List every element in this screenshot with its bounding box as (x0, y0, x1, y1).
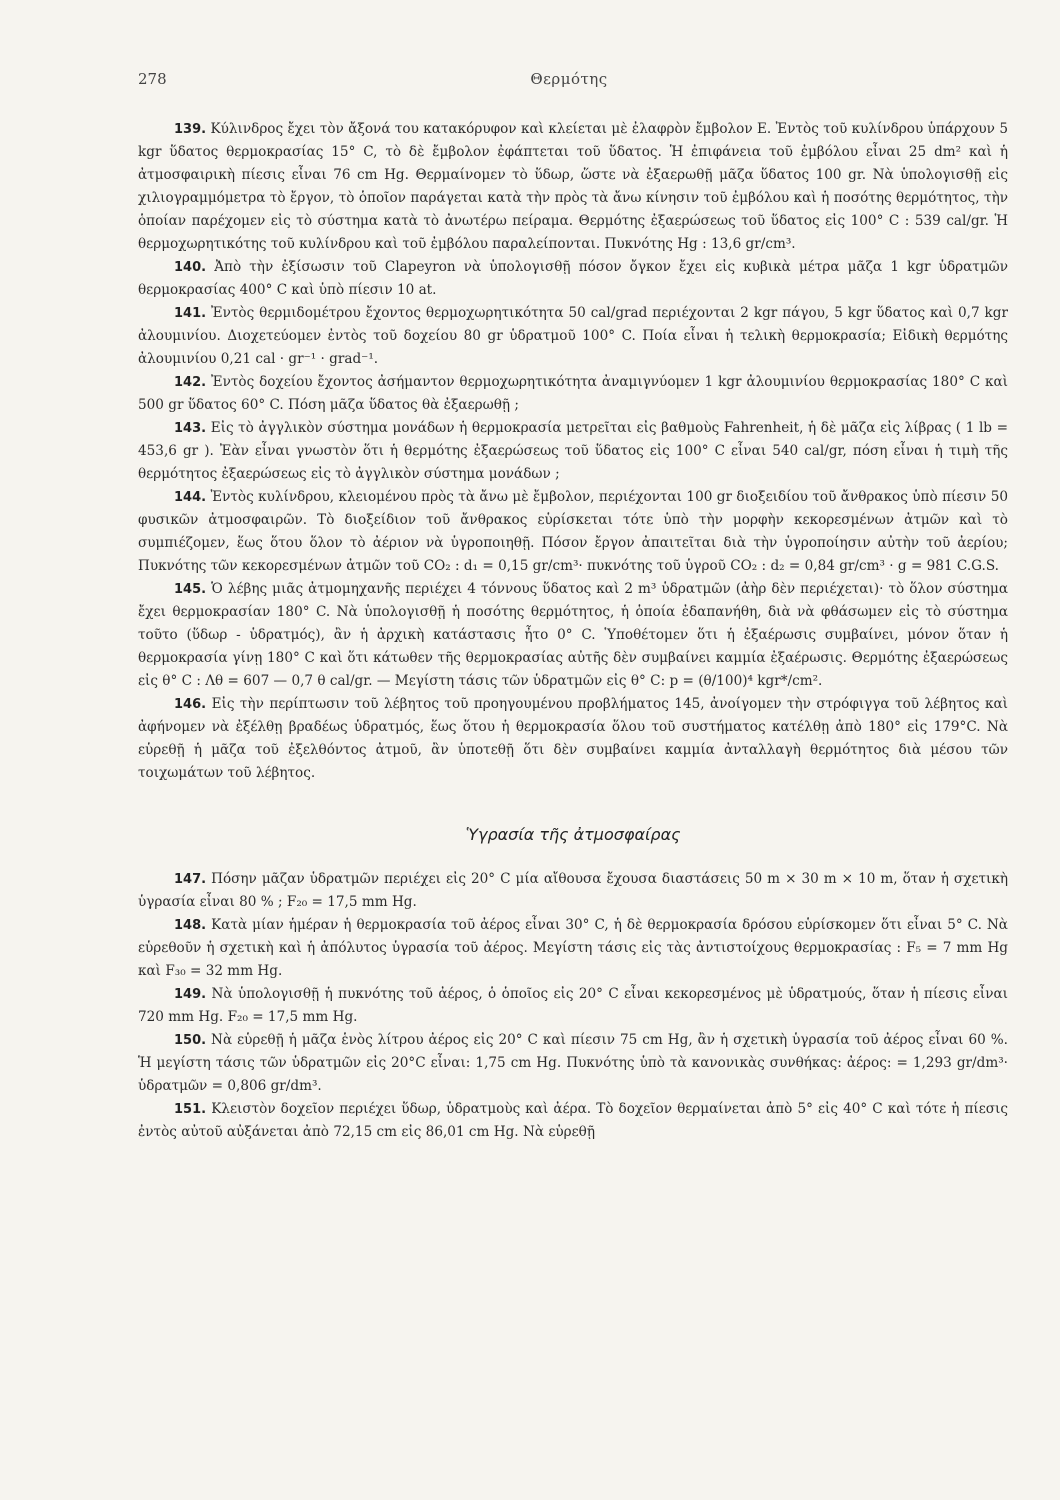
problem-151 (138, 1098, 1008, 1144)
problem-number: 149. (174, 987, 207, 1002)
problem-150 (138, 1029, 1008, 1098)
problem-text: Ἐντὸς κυλίνδρου, κλειομένου πρὸς τὰ ἄνω μὲ ἔμβολον, περιέχονται 100 gr διοξειδίου τοῦ ἄνθρακος ὑπὸ πίεσιν 50 φυσικῶν ἀτμοσφαιρῶν. Τὸ διοξείδιον τοῦ ἄνθρακος εὑρίσκεται τότε ὑπὸ τὴν μορφὴν κεκορεσμένων ἀτμῶν καὶ τὸ συμπιέζομεν, ἕως ὅτου ὅλον τὸ ἀέριον νὰ ὑγροποιηθῇ. Πόσον ἔργον ἀπαιτεῖται διὰ τὴν ὑγροποίησιν αὐτὴν τοῦ ἀερίου; Πυκνότης τῶν κεκορεσμένων ἀτμῶν τοῦ CO₂ : d₁ = 0,15 gr/cm³· πυκνότης τοῦ ὑγροῦ CO₂ : d₂ = 0,84 gr/cm³ · g = 981 C.G.S. (138, 489, 1009, 574)
problem-number: 143. (174, 421, 207, 436)
problem-number: 145. (174, 582, 207, 597)
problem-number: 150. (174, 1033, 207, 1048)
problem-number: 141. (174, 306, 207, 321)
problem-text: Εἰς τὸ ἀγγλικὸν σύστημα μονάδων ἡ θερμοκρασία μετρεῖται εἰς βαθμοὺς Fahrenheit, ἡ δὲ μᾶζα εἰς λίβρας ( 1 lb = 453,6 gr ). Ἐὰν εἶναι γνωστὸν ὅτι ἡ θερμότης ἐξαερώσεως τοῦ ὕδατος εἰς 100° C εἶναι 540 cal/gr, πόση εἶναι ἡ τιμὴ τῆς θερμότητος ἐξαερώσεως εἰς τὸ ἀγγλικὸν σύστημα μονάδων ; (138, 420, 1008, 482)
problem-number: 151. (174, 1102, 207, 1117)
page-body (138, 118, 1008, 1144)
problem-number: 140. (174, 260, 207, 275)
problem-text: Ἐντὸς δοχείου ἔχοντος ἀσήμαντον θερμοχωρητικότητα ἀναμιγνύομεν 1 kgr ἀλουμινίου θερμοκρασίας 180° C καὶ 500 gr ὕδατος 60° C. Πόση μᾶζα ὕδατος θὰ ἐξαερωθῇ ; (138, 374, 1009, 413)
problem-text: Ἀπὸ τὴν ἐξίσωσιν τοῦ Clapeyron νὰ ὑπολογισθῇ πόσον ὄγκον ἔχει εἰς κυβικὰ μέτρα μᾶζα 1 kgr ὑδρατμῶν θερμοκρασίας 400° C καὶ ὑπὸ πίεσιν 10 at. (138, 259, 1009, 298)
problem-146 (138, 693, 1008, 785)
problem-142 (138, 371, 1008, 417)
problem-149 (138, 983, 1008, 1029)
problem-number: 144. (174, 490, 207, 505)
problem-text: Πόσην μᾶζαν ὑδρατμῶν περιέχει εἰς 20° C μία αἴθουσα ἔχουσα διαστάσεις 50 m × 30 m × 10 m, ὅταν ἡ σχετικὴ ὑγρασία εἶναι 80 % ; F₂₀ = 17,5 mm Hg. (138, 871, 1008, 910)
problem-number: 147. (174, 872, 207, 887)
problem-number: 142. (174, 375, 207, 390)
problem-number: 139. (174, 122, 207, 137)
problem-number: 146. (174, 697, 207, 712)
problem-148 (138, 914, 1008, 983)
running-title: Θερμότης (530, 70, 608, 88)
problem-145 (138, 578, 1008, 693)
problem-143 (138, 417, 1008, 486)
problem-text: Κατὰ μίαν ἡμέραν ἡ θερμοκρασία τοῦ ἀέρος εἶναι 30° C, ἡ δὲ θερμοκρασία δρόσου εὑρίσκομεν ὅτι εἶναι 5° C. Νὰ εὑρεθοῦν ἡ σχετικὴ καὶ ἡ ἀπόλυτος ὑγρασία τοῦ ἀέρος. Μεγίστη τάσις εἰς τὰς ἀντιστοίχους θερμοκρασίας : F₅ = 7 mm Hg καὶ F₃₀ = 32 mm Hg. (138, 917, 1008, 979)
problem-text: Νὰ ὑπολογισθῇ ἡ πυκνότης τοῦ ἀέρος, ὁ ὁποῖος εἰς 20° C εἶναι κεκορεσμένος μὲ ὑδρατμούς, ὅταν ἡ πίεσις εἶναι 720 mm Hg. F₂₀ = 17,5 mm Hg. (138, 986, 1008, 1025)
problem-141 (138, 302, 1008, 371)
problem-text: Κλειστὸν δοχεῖον περιέχει ὕδωρ, ὑδρατμοὺς καὶ ἀέρα. Τὸ δοχεῖον θερμαίνεται ἀπὸ 5° εἰς 40° C καὶ τότε ἡ πίεσις ἐντὸς αὐτοῦ αὐξάνεται ἀπὸ 72,15 cm εἰς 86,01 cm Hg. Νὰ εὑρεθῇ (138, 1101, 1008, 1140)
problem-text: Εἰς τὴν περίπτωσιν τοῦ λέβητος τοῦ προηγουμένου προβλήματος 145, ἀνοίγομεν τὴν στρόφιγγα τοῦ λέβητος καὶ ἀφήνομεν νὰ ἐξέλθῃ βραδέως ὑδρατμός, ἕως ὅτου ἡ θερμοκρασία ὅλου τοῦ συστήματος κατέλθῃ ἀπὸ 180° εἰς 179°C. Νὰ εὑρεθῇ ἡ μᾶζα τοῦ ἐξελθόντος ἀτμοῦ, ἂν ὑποτεθῇ ὅτι δὲν συμβαίνει καμμία ἀνταλλαγὴ θερμότητος διὰ μέσου τῶν τοιχωμάτων τοῦ λέβητος. (138, 696, 1008, 781)
page-header (138, 70, 1000, 94)
problem-text: Κύλινδρος ἔχει τὸν ἄξονά του κατακόρυφον καὶ κλείεται μὲ ἐλαφρὸν ἔμβολον Ε. Ἐντὸς τοῦ κυλίνδρου ὑπάρχουν 5 kgr ὕδατος θερμοκρασίας 15° C, τὸ δὲ ἔμβολον ἐφάπτεται τοῦ ὕδατος. Ἡ ἐπιφάνεια τοῦ ἐμβόλου εἶναι 25 dm² καὶ ἡ ἀτμοσφαιρικὴ πίεσις εἶναι 76 cm Hg. Θερμαίνομεν τὸ ὕδωρ, ὥστε νὰ ἐξαερωθῇ μᾶζα ὕδατος 100 gr. Νὰ ὑπολογισθῇ εἰς χιλιογραμμόμετρα τὸ ἔργον, τὸ ὁποῖον παράγεται κατὰ τὴν πρὸς τὰ ἄνω κίνησιν τοῦ ἐμβόλου καὶ ἡ ποσότης θερμότητος, τὴν ὁποίαν παρέχομεν εἰς τὸ σύστημα κατὰ τὸ ἀνωτέρω πείραμα. Θερμότης ἐξαερώσεως τοῦ ὕδατος εἰς 100° C : 539 cal/gr. Ἡ θερμοχωρητικότης τοῦ κυλίνδρου καὶ τοῦ ἐμβόλου παραλείπονται. Πυκνότης Hg : 13,6 gr/cm³. (138, 121, 1009, 252)
problem-text: Νὰ εὑρεθῇ ἡ μᾶζα ἑνὸς λίτρου ἀέρος εἰς 20° C καὶ πίεσιν 75 cm Hg, ἂν ἡ σχετικὴ ὑγρασία τοῦ ἀέρος εἶναι 60 %. Ἡ μεγίστη τάσις τῶν ὑδρατμῶν εἰς 20°C εἶναι: 1,75 cm Hg. Πυκνότης ὑπὸ τὰ κανονικὰς συνθήκας: ἀέρος: = 1,293 gr/dm³· ὑδρατμῶν = 0,806 gr/dm³. (138, 1032, 1008, 1094)
problem-number: 148. (174, 918, 207, 933)
problem-144 (138, 486, 1008, 578)
problem-147 (138, 868, 1008, 914)
page-number: 278 (138, 70, 167, 88)
problem-text: Ὁ λέβης μιᾶς ἀτμομηχανῆς περιέχει 4 τόννους ὕδατος καὶ 2 m³ ὑδρατμῶν (ἀὴρ δὲν περιέχεται)· τὸ ὅλον σύστημα ἔχει θερμοκρασίαν 180° C. Νὰ ὑπολογισθῇ ἡ ποσότης θερμότητος, ἡ ὁποία ἐδαπανήθη, διὰ νὰ φθάσωμεν εἰς τὸ σύστημα τοῦτο (ὕδωρ - ὑδρατμός), ἂν ἡ ἀρχικὴ κατάστασις ἦτο 0° C. Ὑποθέτομεν ὅτι ἡ ἐξαέρωσις συμβαίνει, μόνον ὅταν ἡ θερμοκρασία γίνῃ 180° C καὶ ὅτι κάτωθεν τῆς θερμοκρασίας αὐτῆς δὲν συμβαίνει καμμία ἐξαέρωσις. Θερμότης ἐξαερώσεως εἰς θ° C : Λθ = 607 — 0,7 θ cal/gr. — Μεγίστη τάσις τῶν ὑδρατμῶν εἰς θ° C: p = (θ/100)⁴ kgr*/cm². (138, 581, 1008, 689)
problem-139 (138, 118, 1008, 256)
problem-140 (138, 256, 1008, 302)
problem-text: Ἐντὸς θερμιδομέτρου ἔχοντος θερμοχωρητικότητα 50 cal/grad περιέχονται 2 kgr πάγου, 5 kgr ὕδατος καὶ 0,7 kgr ἀλουμινίου. Διοχετεύομεν ἐντὸς τοῦ δοχείου 80 gr ὑδρατμοῦ 100° C. Ποία εἶναι ἡ τελικὴ θερμοκρασία; Εἰδικὴ θερμότης ἀλουμινίου 0,21 cal · gr⁻¹ · grad⁻¹. (138, 305, 1008, 367)
section-heading: Ὑγρασία τῆς ἀτμοσφαίρας (465, 825, 681, 844)
